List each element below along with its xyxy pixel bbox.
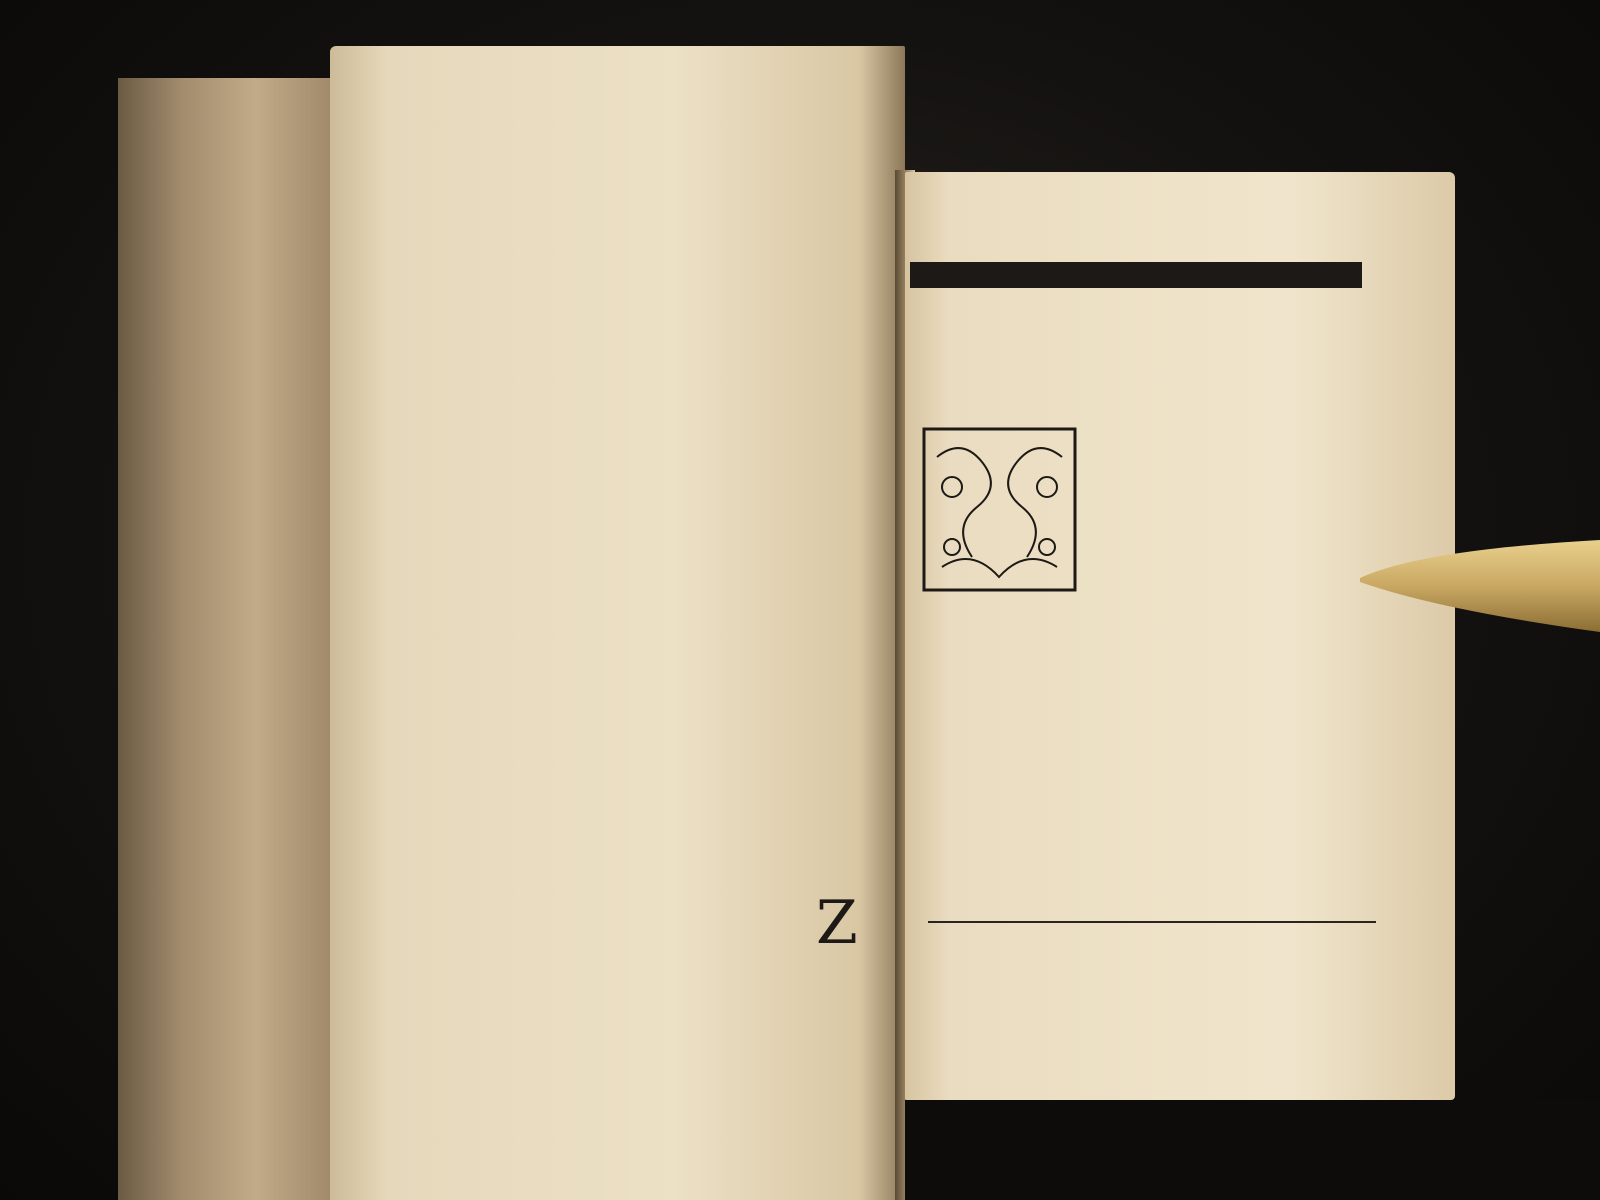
z-initial: Z [816, 888, 858, 958]
shadow [905, 1100, 1600, 1200]
brass-pointer [1360, 540, 1600, 640]
left-page [330, 46, 905, 1200]
rule-line [928, 921, 1376, 923]
drop-cap-v [922, 427, 1077, 592]
ornament-band [910, 226, 1362, 326]
